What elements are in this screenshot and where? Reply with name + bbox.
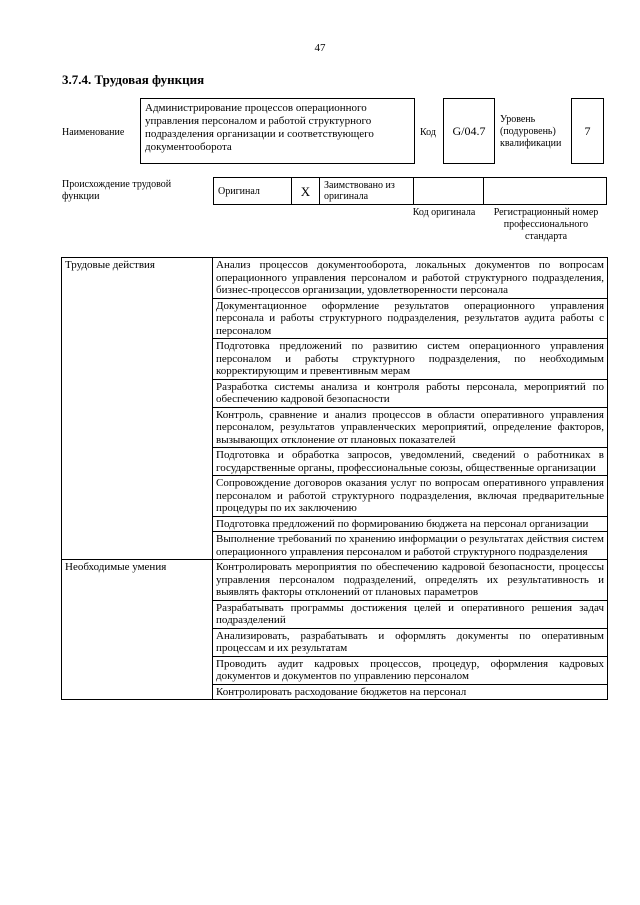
section-item: Подготовка предложений по развитию систем операционного управления персоналом и работы структурного подразделения, по необходимым корректирующим и превентивным мерам xyxy=(213,339,608,380)
original-mark: X xyxy=(292,178,320,205)
code-value: G/04.7 xyxy=(443,98,495,164)
section-item: Разрабатывать программы достижения целей и оперативного решения задач подразделений xyxy=(213,600,608,628)
section-heading: Трудовые действия xyxy=(62,258,213,560)
section-item: Контроль, сравнение и анализ процессов в области оперативного управления персоналом, результатов управленческих мероприятий, определение факторов, вызывающих отклонение от плановых показателей xyxy=(213,407,608,448)
section-item: Подготовка предложений по формированию бюджета на персонал организации xyxy=(213,516,608,532)
level-value: 7 xyxy=(571,98,604,164)
reg-number-cell xyxy=(484,178,607,205)
function-table xyxy=(61,257,608,700)
section-item: Проводить аудит кадровых процессов, процедур, оформления кадровых документов и документов по управлению персоналом xyxy=(213,656,608,684)
section-item: Анализ процессов документооборота, локальных документов по вопросам операционного управления персоналом и работой структурного подразделения, бизнес-процессов организации, удовлетворенности персонала xyxy=(213,258,608,299)
table-row xyxy=(62,560,608,601)
section-item: Анализировать, разрабатывать и оформлять документы по оперативным процессам и их результатам xyxy=(213,628,608,656)
original-code-cell xyxy=(414,178,484,205)
table-row xyxy=(62,258,608,299)
original-label: Оригинал xyxy=(214,178,292,205)
section-item: Выполнение требований по хранению информации о результатах действия систем операционного управления персоналом и работой структурного подразделения xyxy=(213,532,608,560)
borrowed-label: Заимствовано из оригинала xyxy=(320,178,414,205)
section-heading: Необходимые умения xyxy=(62,560,213,700)
section-item: Контролировать расходование бюджетов на персонал xyxy=(213,684,608,700)
origin-label: Происхождение трудовой функции xyxy=(62,179,172,202)
origin-table xyxy=(213,177,607,205)
name-label: Наименование xyxy=(62,127,125,138)
section-item: Разработка системы анализа и контроля работы персонала, мероприятий по обеспечению кадровой безопасности xyxy=(213,379,608,407)
code-caption: Код оригинала xyxy=(412,207,476,218)
function-name: Администрирование процессов операционного управления персоналом и работой структурного подразделения организации и соответствующего документооборота xyxy=(140,98,415,164)
section-item: Сопровождение договоров оказания услуг по вопросам оперативного управления персоналом и работой структурного подразделения, включая предварительные процедуры по их заключению xyxy=(213,476,608,517)
code-label: Код xyxy=(420,127,436,138)
section-item: Документационное оформление результатов операционного управления персонала и работы структурного подразделения, результатов аудита работы с персоналом xyxy=(213,298,608,339)
page-number: 47 xyxy=(314,42,326,54)
reg-caption: Регистрационный номер профессионального стандарта xyxy=(493,207,599,242)
section-item: Подготовка и обработка запросов, уведомлений, сведений о работниках в государственные органы, профессиональные союзы, общественные организации xyxy=(213,448,608,476)
section-item: Контролировать мероприятия по обеспечению кадровой безопасности, процессы управления персоналом подразделений, определять их результативность и выявлять факторы отклонений от плановых параметров xyxy=(213,560,608,601)
level-label: Уровень (подуровень) квалификации xyxy=(500,114,562,149)
section-title: 3.7.4. Трудовая функция xyxy=(62,72,205,87)
